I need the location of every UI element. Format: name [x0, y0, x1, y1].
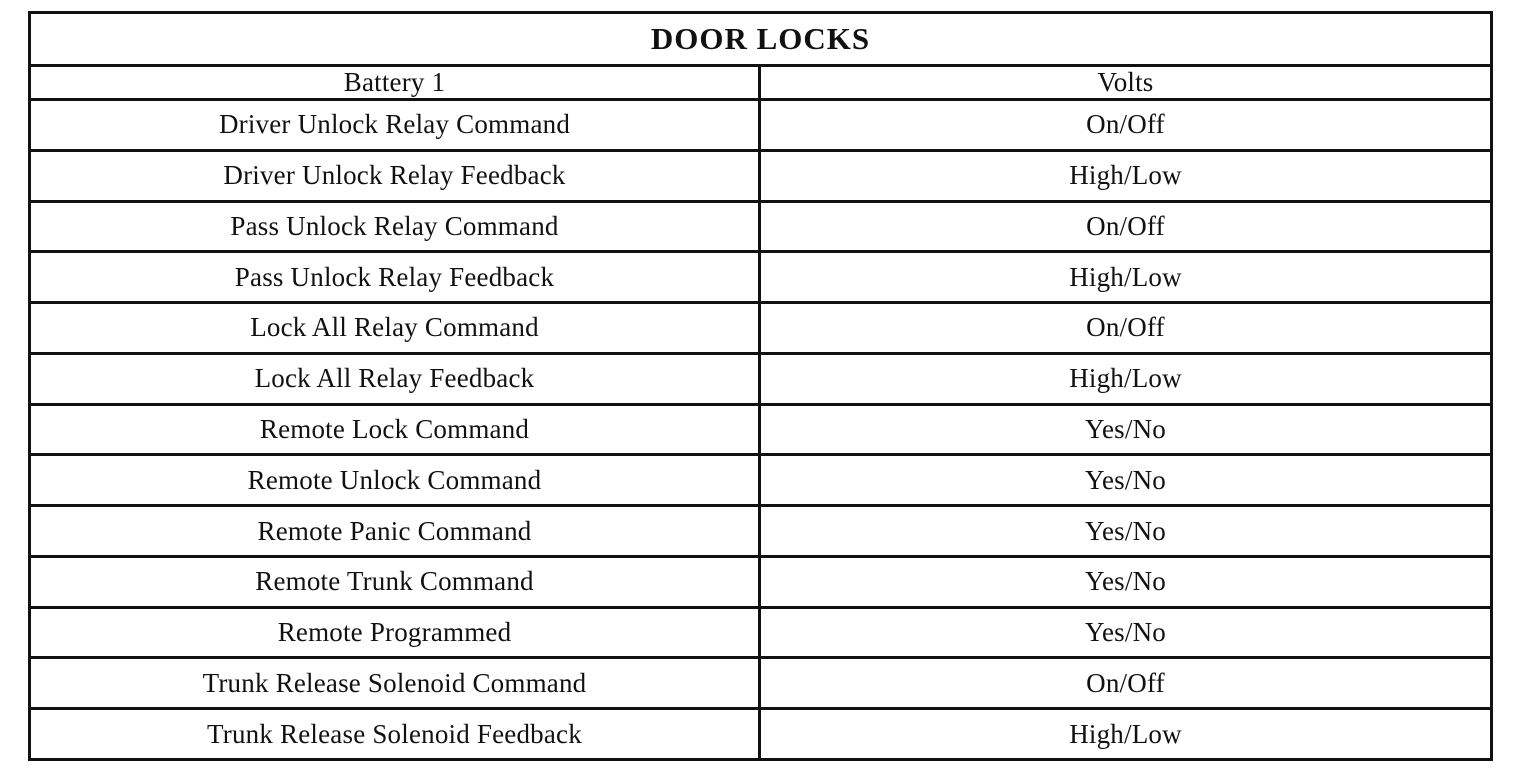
table-title: DOOR LOCKS — [30, 13, 1492, 66]
value-cell: Yes/No — [760, 506, 1492, 557]
parameter-cell: Remote Programmed — [30, 607, 760, 658]
title-row — [30, 13, 1492, 66]
value-cell: Yes/No — [760, 556, 1492, 607]
header-row — [30, 66, 1492, 100]
value-cell: High/Low — [760, 252, 1492, 303]
table-row — [30, 607, 1492, 658]
parameter-cell: Lock All Relay Command — [30, 303, 760, 354]
parameter-cell: Remote Panic Command — [30, 506, 760, 557]
value-cell: On/Off — [760, 201, 1492, 252]
table-row — [30, 150, 1492, 201]
table-row — [30, 506, 1492, 557]
parameter-cell: Lock All Relay Feedback — [30, 353, 760, 404]
table-row — [30, 201, 1492, 252]
parameter-cell: Pass Unlock Relay Feedback — [30, 252, 760, 303]
value-cell: Yes/No — [760, 607, 1492, 658]
table-row — [30, 455, 1492, 506]
table-row — [30, 353, 1492, 404]
table-row — [30, 658, 1492, 709]
table-row — [30, 252, 1492, 303]
parameter-cell: Remote Unlock Command — [30, 455, 760, 506]
parameter-cell: Driver Unlock Relay Feedback — [30, 150, 760, 201]
parameter-cell: Remote Trunk Command — [30, 556, 760, 607]
value-cell: On/Off — [760, 658, 1492, 709]
door-locks-table — [28, 11, 1493, 761]
table-row — [30, 709, 1492, 760]
value-cell: High/Low — [760, 150, 1492, 201]
value-cell: Yes/No — [760, 455, 1492, 506]
column-header-parameter: Battery 1 — [30, 66, 760, 100]
column-header-value: Volts — [760, 66, 1492, 100]
value-cell: High/Low — [760, 353, 1492, 404]
table-row — [30, 303, 1492, 354]
table-row — [30, 100, 1492, 151]
parameter-cell: Pass Unlock Relay Command — [30, 201, 760, 252]
value-cell: High/Low — [760, 709, 1492, 760]
parameter-cell: Driver Unlock Relay Command — [30, 100, 760, 151]
table-row — [30, 556, 1492, 607]
value-cell: On/Off — [760, 303, 1492, 354]
table-row — [30, 404, 1492, 455]
value-cell: On/Off — [760, 100, 1492, 151]
parameter-cell: Trunk Release Solenoid Command — [30, 658, 760, 709]
value-cell: Yes/No — [760, 404, 1492, 455]
parameter-cell: Trunk Release Solenoid Feedback — [30, 709, 760, 760]
parameter-cell: Remote Lock Command — [30, 404, 760, 455]
